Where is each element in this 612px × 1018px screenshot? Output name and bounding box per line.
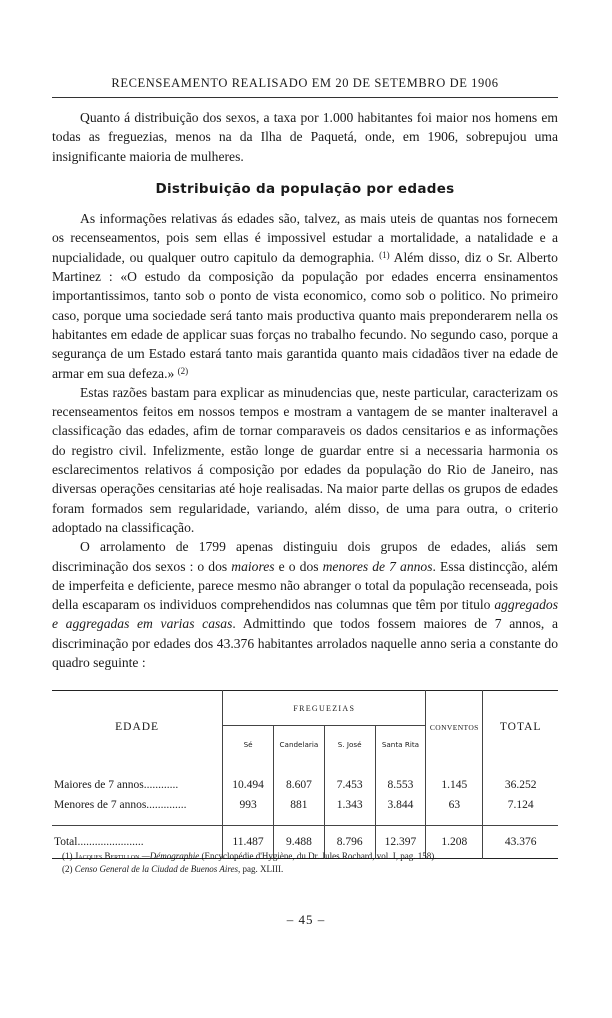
header-candelaria: Candelaria [273,726,324,763]
text-span: . Admittindo que todos fossem maiores de 7 annos, a discriminação por edades dos 43.376 habitantes arrolados naquelle anno seria a constante do quadro seguinte : [52,616,559,671]
footnote-2 [62,863,562,876]
paragraph-edades-quote: Além disso, diz o Sr. Alberto Martinez : «O estudo da composição da população por edades encerra ensinamentos importantissimos, tanto sob o ponto de vista economico, como sob o politico. No primeiro caso, porque uma sociedade será tanto mais productiva quanto mais preponderarem nella os habitantes em edade de applicar suas forças no trabalho fecundo. No segundo caso, porque a segurança de um Estado estará tanto mais garantida quanto mais cidadãos tiver na edade de armar em sua defeza.» [52,249,558,381]
population-table [52,690,558,859]
header-santa-rita: Santa Rita [375,726,426,763]
footnote-ref-2: (2) [177,365,189,376]
cell-value: 881 [273,795,324,826]
table-row [52,795,558,826]
italic-menores: menores de 7 annos [322,558,433,574]
paragraph-edades [52,209,558,383]
cell-value: 7.453 [324,763,375,795]
row-label: Menores de 7 annos.............. [52,795,223,826]
section-title: Distribuição da população por edades [155,180,455,197]
table-row [52,763,558,795]
header-rule [52,97,558,98]
header-total: TOTAL [499,721,542,733]
footnote-author: Jacques Bertillon. [74,851,142,861]
page-number: – 45 – [286,912,326,927]
body-text [52,108,558,672]
intro-paragraph: Quanto á distribuição dos sexos, a taxa por 1.000 habitantes foi maior nos homens em todas as freguezias, menos na da Ilha de Paquetá, onde, em 1906, sobrepujou uma insignificante maioria de mulheres. [52,110,558,164]
footnote-title: Censo General de la Ciudad de Buenos Aires [74,864,238,874]
text-span: e o dos [274,558,323,574]
cell-value: 8.607 [273,763,324,795]
header-edade: EDADE [52,691,223,764]
total-label: Total....................... [52,826,223,859]
header-conventos: CONVENTOS [426,691,483,764]
paragraph-arrolamento [52,537,558,672]
paragraph-razoes: Estas razões bastam para explicar as minudencias que, neste particular, caracterizam os recenseamentos feitos em nossos tempos e mostram a vantagem de se manter inalteravel a classificação das edades, afim de tornar comparaveis os dados censitarios e as informações do registro civil. Infelizmente, estão longe de guardar entre si a necessaria harmonia os esclarecimentos relativos á composição por edades da população do Rio de Janeiro, nas diversas operações censitarias até hoje realisadas. Na maior parte dellas os grupos de edades foram formados sem regularidade, variando, além disso, de uma para outra, o criterio adoptado na classificação. [52,384,558,535]
footnote-1 [62,850,562,863]
header-se: Sé [223,726,274,763]
footnote-ref-1: (1) [379,249,390,260]
footnote-text: , pag. XLIII. [237,864,284,874]
cell-value: 36.252 [504,779,537,791]
total-value: 43.376 [483,826,558,859]
footnote-mark: (1) [62,851,73,861]
cell-value: 993 [223,795,274,826]
cell-value: 1.343 [324,795,375,826]
paragraph-edades-text: As informações relativas ás edades são, talvez, as mais uteis de quantas nos fornecem os recenseamentos, pois sem ellas é impossivel estudar a mortalidade, a natalidade e a nupcialidade, ou qualquer outro capitulo da demographia. [52,211,558,265]
footnote-mark: (2) [62,864,73,874]
header-freguezias: FREGUEZIAS [223,691,426,726]
footnote-title: —Démographie [141,851,200,861]
running-head: RECENSEAMENTO REALISADO EM 20 DE SETEMBRO DE 1906 [111,76,499,90]
cell-value: 7.124 [507,799,534,811]
text-span: O arrolamento de 1799 apenas distinguiu dois grupos de edades, aliás sem discriminação dos sexos : o dos [52,539,558,574]
total-value: 9.488 [273,826,324,859]
cell-value: 3.844 [375,795,426,826]
total-value: 12.397 [375,826,426,859]
total-value: 1.208 [426,826,483,859]
footnote-text: (Encyclopédie d'Hygiène, du Dr. Jules Rochard, vol. I, pag. 158). [199,851,437,861]
italic-aggregados: aggregados e aggregadas em varias casas [52,597,558,632]
cell-value: 1.145 [426,763,483,795]
cell-value: 10.494 [223,763,274,795]
total-value: 11.487 [223,826,274,859]
total-value: 8.796 [324,826,375,859]
text-span: . Essa distincção, além de imperfeita e deficiente, parece mesmo não abranger o total da população recenseada, pois della escaparam os individuos comprehendidos nas columnas que têm por titulo [52,558,558,613]
header-sao-jose: S. José [324,726,375,763]
italic-maiores: maiores [231,558,275,574]
footnotes [62,850,562,876]
cell-value: 8.553 [375,763,426,795]
row-label: Maiores de 7 annos............ [52,763,223,795]
cell-value: 63 [426,795,483,826]
